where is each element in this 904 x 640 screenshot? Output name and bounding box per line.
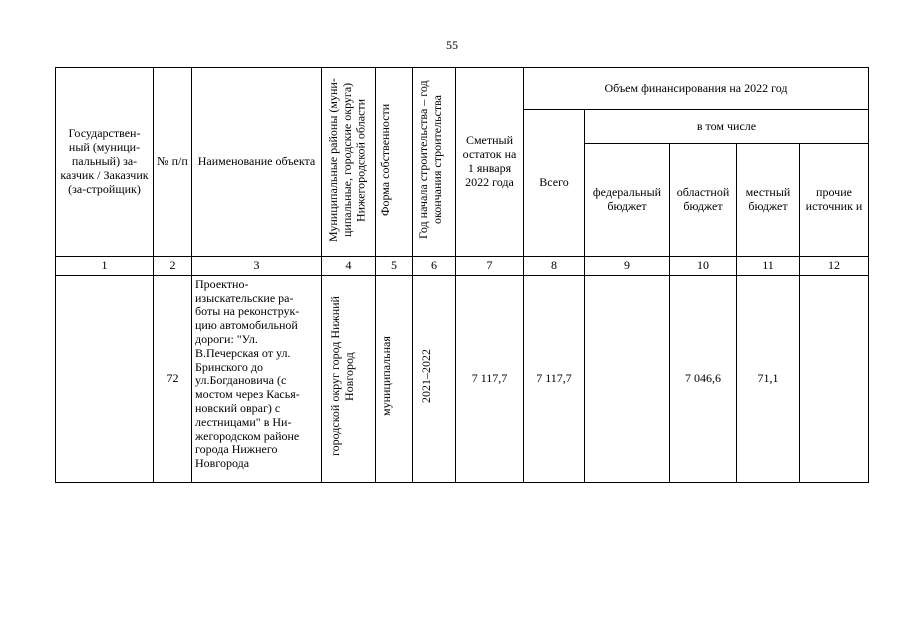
header-other: прочие источник и: [800, 143, 869, 256]
col-num-7: 7: [456, 256, 524, 275]
row-district: городской округ город Нижний Новгород: [327, 296, 356, 457]
header-districts-cell: [322, 68, 376, 257]
col-num-12: 12: [800, 256, 869, 275]
header-years-cell: [413, 68, 456, 257]
header-years: Год начала строительства – год окончания строительства: [416, 80, 444, 240]
header-ownership-cell: [376, 68, 413, 257]
col-num-4: 4: [322, 256, 376, 275]
col-num-5: 5: [376, 256, 413, 275]
row-district-cell: [322, 275, 376, 482]
header-ownership: Форма собственности: [378, 103, 392, 217]
row-total: 7 117,7: [524, 275, 585, 482]
row-object-name: Проектно-изыскательские ра-боты на реконструк-цию автомобильной дороги: "Ул. В.Печерская от ул. Бринского до ул.Богдановича (с мостом через Касья-новский овраг) с лестницами" в Ни-жегородском районе города Нижнего Новгорода: [192, 275, 322, 482]
col-num-8: 8: [524, 256, 585, 275]
header-total: Всего: [524, 110, 585, 257]
row-ownership-cell: [376, 275, 413, 482]
header-districts: Муниципальные районы (муни-ципальные, городские округа) Нижегородской области: [325, 78, 368, 242]
col-num-2: 2: [154, 256, 192, 275]
header-remainder: Сметный остаток на 1 января 2022 года: [456, 68, 524, 257]
header-regional: областной бюджет: [670, 143, 737, 256]
header-customer: Государствен-ный (муници-пальный) за-казчик / Заказчик (за-стройщик): [56, 68, 154, 257]
row-federal: [585, 275, 670, 482]
header-object-name: Наименование объекта: [192, 68, 322, 257]
col-num-9: 9: [585, 256, 670, 275]
financing-table: [55, 67, 869, 483]
header-including: в том числе: [585, 110, 869, 144]
row-remainder: 7 117,7: [456, 275, 524, 482]
row-years: 2021–2022: [419, 349, 433, 404]
row-regional: 7 046,6: [670, 275, 737, 482]
header-local: местный бюджет: [737, 143, 800, 256]
row-other: [800, 275, 869, 482]
col-num-6: 6: [413, 256, 456, 275]
page-number: 55: [446, 38, 458, 52]
col-num-1: 1: [56, 256, 154, 275]
table-row: [56, 275, 869, 482]
row-customer: [56, 275, 154, 482]
row-years-cell: [413, 275, 456, 482]
col-num-10: 10: [670, 256, 737, 275]
header-num: № п/п: [154, 68, 192, 257]
column-number-row: [56, 256, 869, 275]
row-num: 72: [154, 275, 192, 482]
col-num-11: 11: [737, 256, 800, 275]
header-federal: федеральный бюджет: [585, 143, 670, 256]
row-local: 71,1: [737, 275, 800, 482]
header-financing: Объем финансирования на 2022 год: [524, 68, 869, 110]
col-num-3: 3: [192, 256, 322, 275]
row-ownership: муниципальная: [379, 336, 393, 417]
